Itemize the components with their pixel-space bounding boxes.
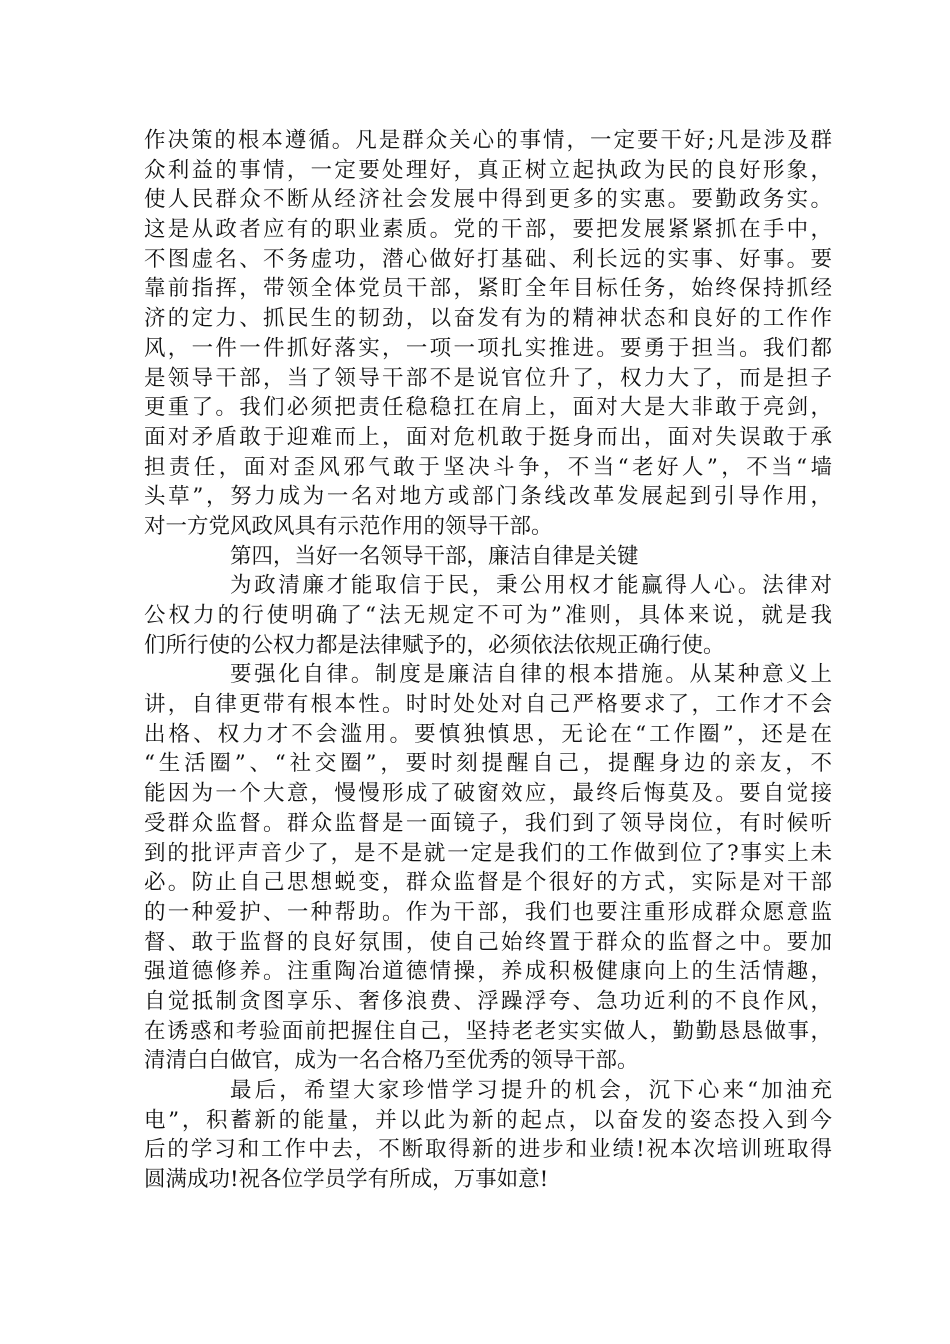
text-line: 必。防止自己思想蜕变，群众监督是个很好的方式，实际是对干部 <box>144 870 832 896</box>
text-line: 督、敢于监督的良好氛围，使自己始终置于群众的监督之中。要加 <box>144 929 832 955</box>
text-line: 济的定力、抓民生的韧劲，以奋发有为的精神状态和良好的工作作 <box>144 306 832 332</box>
text-line: 圆满成功!祝各位学员学有所成，万事如意! <box>144 1167 549 1193</box>
text-line: 自觉抵制贪图享乐、奢侈浪费、浮躁浮夸、急功近利的不良作风， <box>144 988 832 1014</box>
text-line: 在诱惑和考验面前把握住自己，坚持老老实实做人，勤勤恳恳做事， <box>144 1018 832 1044</box>
text-line: 头草”，努力成为一名对地方或部门条线改革发展起到引导作用， <box>144 484 832 510</box>
text-line: 电”，积蓄新的能量，并以此为新的起点，以奋发的姿态投入到今 <box>144 1107 832 1133</box>
text-line: 作决策的根本遵循。凡是群众关心的事情，一定要干好;凡是涉及群 <box>144 128 832 153</box>
text-line: 能因为一个大意，慢慢形成了破窗效应，最终后悔莫及。要自觉接 <box>144 781 832 807</box>
text-line: 为政清廉才能取信于民，秉公用权才能赢得人心。法律对 <box>230 573 832 599</box>
text-line: 强道德修养。注重陶冶道德情操，养成积极健康向上的生活情趣， <box>144 959 832 985</box>
section-heading: 第四，当好一名领导干部，廉洁自律是关键 <box>230 543 639 569</box>
text-line: 担责任，面对歪风邪气敢于坚决斗争，不当“老好人”，不当“墙 <box>144 454 832 480</box>
text-line: 这是从政者应有的职业素质。党的干部，要把发展紧紧抓在手中， <box>144 217 832 243</box>
text-line: 更重了。我们必须把责任稳稳扛在肩上，面对大是大非敢于亮剑， <box>144 395 832 421</box>
text-line: 后的学习和工作中去，不断取得新的进步和业绩!祝本次培训班取得 <box>144 1137 832 1163</box>
text-line: 不图虚名、不务虚功，潜心做好打基础、利长远的实事、好事。要 <box>144 246 832 272</box>
text-line: 靠前指挥，带领全体党员干部，紧盯全年目标任务，始终保持抓经 <box>144 276 832 302</box>
text-line: 的一种爱护、一种帮助。作为干部，我们也要注重形成群众愿意监 <box>144 899 832 925</box>
text-line: 风，一件一件抓好落实，一项一项扎实推进。要勇于担当。我们都 <box>144 335 832 361</box>
text-line: 公权力的行使明确了“法无规定不可为”准则，具体来说，就是我 <box>144 603 832 628</box>
text-line: 是领导干部，当了领导干部不是说官位升了，权力大了，而是担子 <box>144 365 832 391</box>
document-page <box>144 126 832 1195</box>
text-line: “生活圈”、“社交圈”，要时刻提醒自己，提醒身边的亲友，不 <box>144 751 832 777</box>
text-line: 众利益的事情，一定要处理好，真正树立起执政为民的良好形象， <box>144 157 832 183</box>
text-line: 到的批评声音少了，是不是就一定是我们的工作做到位了?事实上未 <box>144 840 832 866</box>
text-line: 出格、权力才不会滥用。要慎独慎思，无论在“工作圈”，还是在 <box>144 721 832 747</box>
text-line: 面对矛盾敢于迎难而上，面对危机敢于挺身而出，面对失误敢于承 <box>144 424 832 450</box>
text-line: 受群众监督。群众监督是一面镜子，我们到了领导岗位，有时候听 <box>144 810 832 836</box>
text-line: 对一方党风政风具有示范作用的领导干部。 <box>144 513 553 539</box>
text-line: 清清白白做官，成为一名合格乃至优秀的领导干部。 <box>144 1048 639 1074</box>
text-line: 最后，希望大家珍惜学习提升的机会，沉下心来“加油充 <box>230 1078 832 1103</box>
text-line: 使人民群众不断从经济社会发展中得到更多的实惠。要勤政务实。 <box>144 187 832 213</box>
text-line: 要强化自律。制度是廉洁自律的根本措施。从某种意义上 <box>230 662 832 688</box>
text-line: 讲，自律更带有根本性。时时处处对自己严格要求了，工作才不会 <box>144 692 832 718</box>
text-line: 们所行使的公权力都是法律赋予的，必须依法依规正确行使。 <box>144 632 725 658</box>
